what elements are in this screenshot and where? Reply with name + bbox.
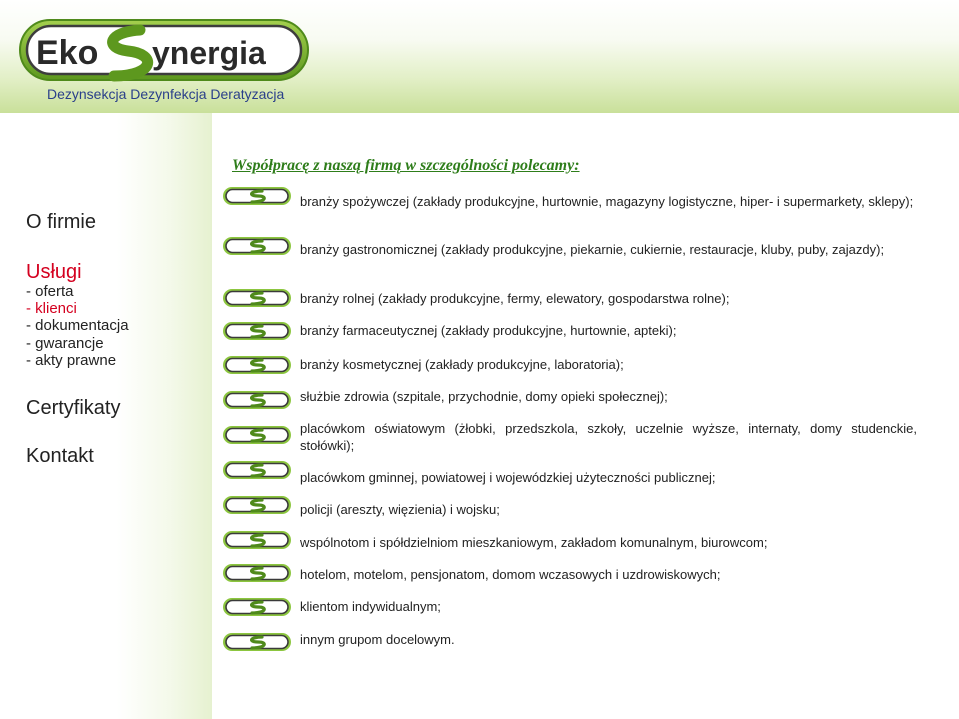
cs-logo-icon [222,597,292,617]
page-heading: Współpracę z naszą firmą w szczególności polecamy: [232,157,580,174]
cs-logo-icon [222,236,292,256]
nav-uslugi[interactable]: Usługi [26,261,82,283]
nav-dokumentacja[interactable]: - dokumentacja [26,317,129,334]
list-item: policji (areszty, więzienia) i wojsku; [300,502,500,517]
nav-oferta[interactable]: - oferta [26,283,74,300]
list-item: branży farmaceutycznej (zakłady produkcyjne, hurtownie, apteki); [300,323,677,338]
cs-logo-icon [222,390,292,410]
nav-akty-prawne[interactable]: - akty prawne [26,352,117,369]
cs-logo-icon [222,460,292,480]
list-item: hotelom, motelom, pensjonatom, domom wczasowych i uzdrowiskowych; [300,567,721,582]
ekosynergia-logo[interactable] [18,18,310,84]
logo-text-synergia: ynergia [152,35,266,71]
cs-logo-icon [222,288,292,308]
list-item: innym grupom docelowym. [300,632,455,647]
cs-logo-icon [222,186,292,206]
list-item: służbie zdrowia (szpitale, przychodnie, domy opieki społecznej); [300,389,668,404]
list-item: placówkom gminnej, powiatowej i wojewódzkiej użyteczności publicznej; [300,470,716,485]
nav-kontakt[interactable]: Kontakt [26,445,94,467]
cs-logo-icon [222,632,292,652]
list-item: branży spożywczej (zakłady produkcyjne, hurtownie, magazyny logistyczne, hiper- i supermarkety, sklepy); [300,194,914,209]
cs-logo-icon [222,355,292,375]
nav-certyfikaty[interactable]: Certyfikaty [26,397,121,419]
logo-text-eko: Eko [36,34,99,72]
cs-logo-icon [222,530,292,550]
nav-o-firmie[interactable]: O firmie [26,211,96,233]
tagline: Dezynsekcja Dezynfekcja Deratyzacja [47,86,285,102]
nav-gwarancje[interactable]: - gwarancje [26,335,104,352]
header [0,0,959,113]
cs-logo-icon [222,321,292,341]
list-item: wspólnotom i spółdzielniom mieszkaniowym, zakładom komunalnym, biurowcom; [300,535,768,550]
nav-klienci[interactable]: - klienci [26,300,77,317]
list-item: branży rolnej (zakłady produkcyjne, fermy, elewatory, gospodarstwa rolne); [300,291,730,306]
list-item: branży gastronomicznej (zakłady produkcyjne, piekarnie, cukiernie, restauracje, kluby, puby, zajazdy); [300,242,885,257]
list-item: klientom indywidualnym; [300,599,441,614]
cs-logo-icon [222,495,292,515]
cs-logo-icon [222,425,292,445]
list-item: placówkom oświatowym (żłobki, przedszkola, szkoły, uczelnie wyższe, internaty, domy studenckie, stołówki); [300,421,917,453]
cs-logo-icon [222,563,292,583]
list-item: branży kosmetycznej (zakłady produkcyjne, laboratoria); [300,357,624,372]
